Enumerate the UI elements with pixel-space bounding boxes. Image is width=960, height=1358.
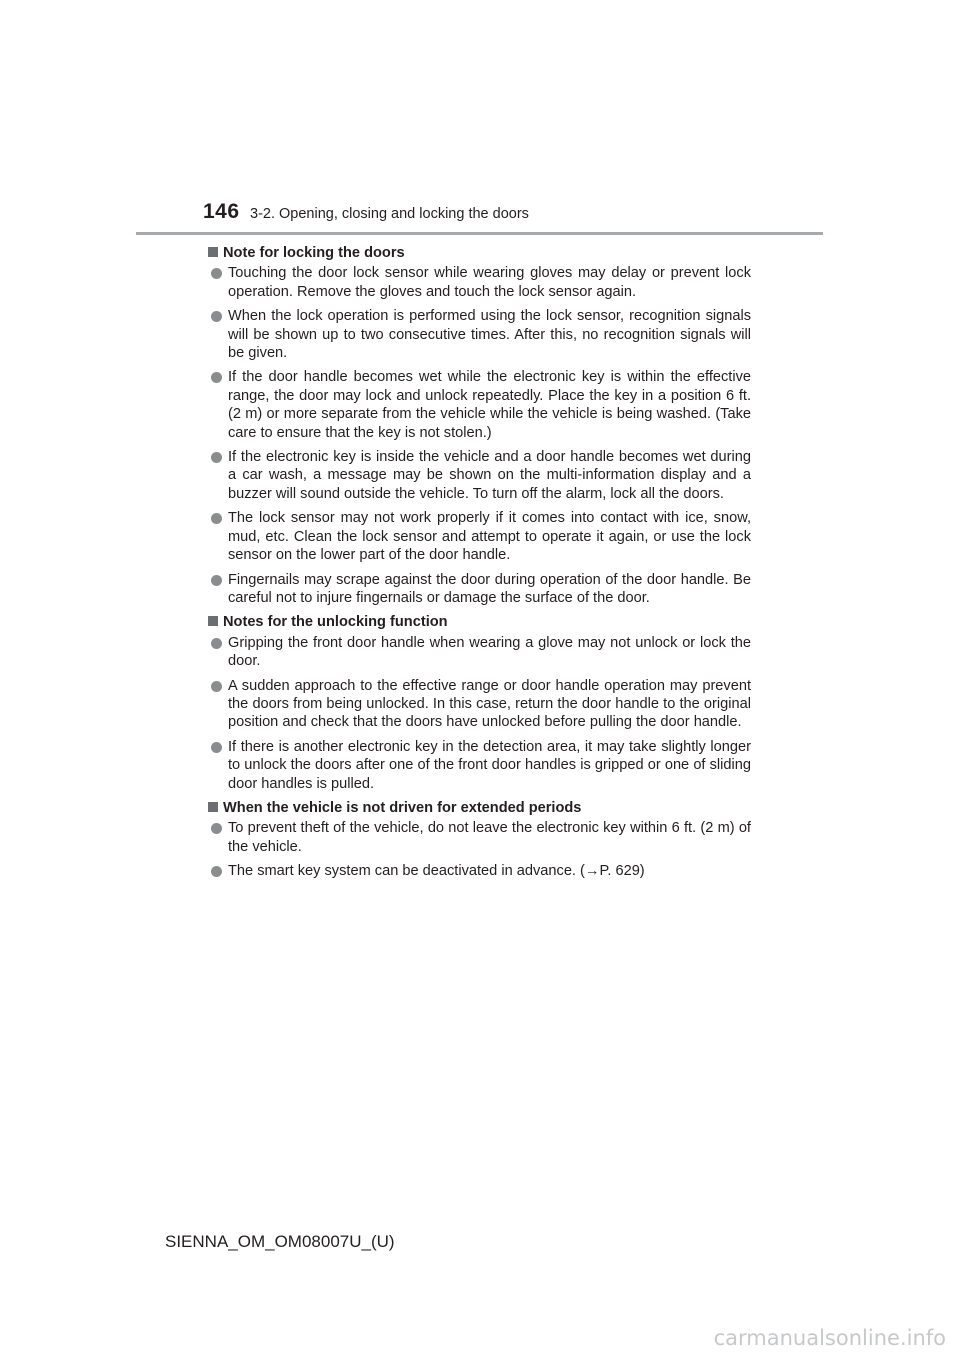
list-item-text: Gripping the front door handle when wearing a glove may not unlock or lock the door. [228,634,751,670]
section-heading [208,613,751,631]
page-header [0,0,960,240]
circle-bullet-icon [211,866,222,877]
circle-bullet-icon [211,372,222,383]
list-item [208,571,751,608]
chapter-title: 3-2. Opening, closing and locking the doors [250,206,529,222]
list-item [208,738,751,793]
section-heading-text: Notes for the unlocking function [223,614,448,631]
list-item-text: Fingernails may scrape against the door during operation of the door handle. Be careful not to injure fingernails or damage the surface of the door. [228,571,751,606]
list-item [208,307,751,362]
square-bullet-icon [208,802,218,812]
square-bullet-icon [208,616,218,626]
document-code: SIENNA_OM_OM08007U_(U) [165,1232,395,1251]
section-extended-periods [208,799,751,881]
list-item-text: If there is another electronic key in the detection area, it may take slightly longer to unlock the doors after one of the front door handles is gripped or one of sliding door handles is pulled. [228,738,751,792]
list-item-text: When the lock operation is performed using the lock sensor, recognition signals will be shown up to two consecutive times. After this, no recognition signals will be given. [228,308,751,362]
list-item-text: If the electronic key is inside the vehicle and a door handle becomes wet during a car wash, a message may be shown on the multi-information display and a buzzer will sound outside the vehicle. To turn off the alarm, lock all the doors. [228,449,751,502]
circle-bullet-icon [211,742,222,753]
list-item-text: Touching the door lock sensor while wearing gloves may delay or prevent lock operation. Remove the gloves and touch the lock sensor again. [228,265,751,300]
list-item-text: A sudden approach to the effective range or door handle operation may prevent the doors from being unlocked. In this case, return the door handle to the original position and check that the doors have unlocked before pulling the door handle. [228,677,751,731]
page-number: 146 [203,200,240,223]
section-heading-text: Note for locking the doors [223,245,405,261]
list-item [208,819,751,856]
square-bullet-icon [208,247,218,257]
list-item [208,509,751,564]
circle-bullet-icon [211,823,222,834]
list-item [208,862,751,880]
list-item [208,368,751,442]
list-item-text: The smart key system can be deactivated in advance. (→P. 629) [228,863,645,880]
list-item [208,634,751,671]
list-item [208,264,751,301]
page-content [208,244,751,887]
section-heading [208,244,751,262]
list-item [208,677,751,732]
circle-bullet-icon [211,311,222,322]
list-item-text: The lock sensor may not work properly if it comes into contact with ice, snow, mud, etc. Clean the lock sensor and attempt to operate it again, or use the lock sensor on the lower part of the door handle. [228,510,751,564]
circle-bullet-icon [211,681,222,692]
section-unlocking-notes [208,613,751,793]
circle-bullet-icon [211,452,222,463]
circle-bullet-icon [211,513,222,524]
list-item-text: If the door handle becomes wet while the electronic key is within the effective range, the door may lock and unlock repeatedly. Place the key in a position 6 ft. (2 m) or more separate from the vehicle while the vehicle is being washed. (Take care to ensure that the key is not stolen.) [228,369,751,441]
circle-bullet-icon [211,638,222,649]
section-heading-text: When the vehicle is not driven for extended periods [223,799,582,816]
section-heading [208,799,751,817]
header-divider [136,232,823,235]
watermark: carmanualsonline.info [713,1326,946,1350]
list-item-text: To prevent theft of the vehicle, do not leave the electronic key within 6 ft. (2 m) of the vehicle. [228,820,751,855]
list-item [208,448,751,503]
circle-bullet-icon [211,575,222,586]
circle-bullet-icon [211,268,222,279]
section-locking-notes [208,244,751,607]
